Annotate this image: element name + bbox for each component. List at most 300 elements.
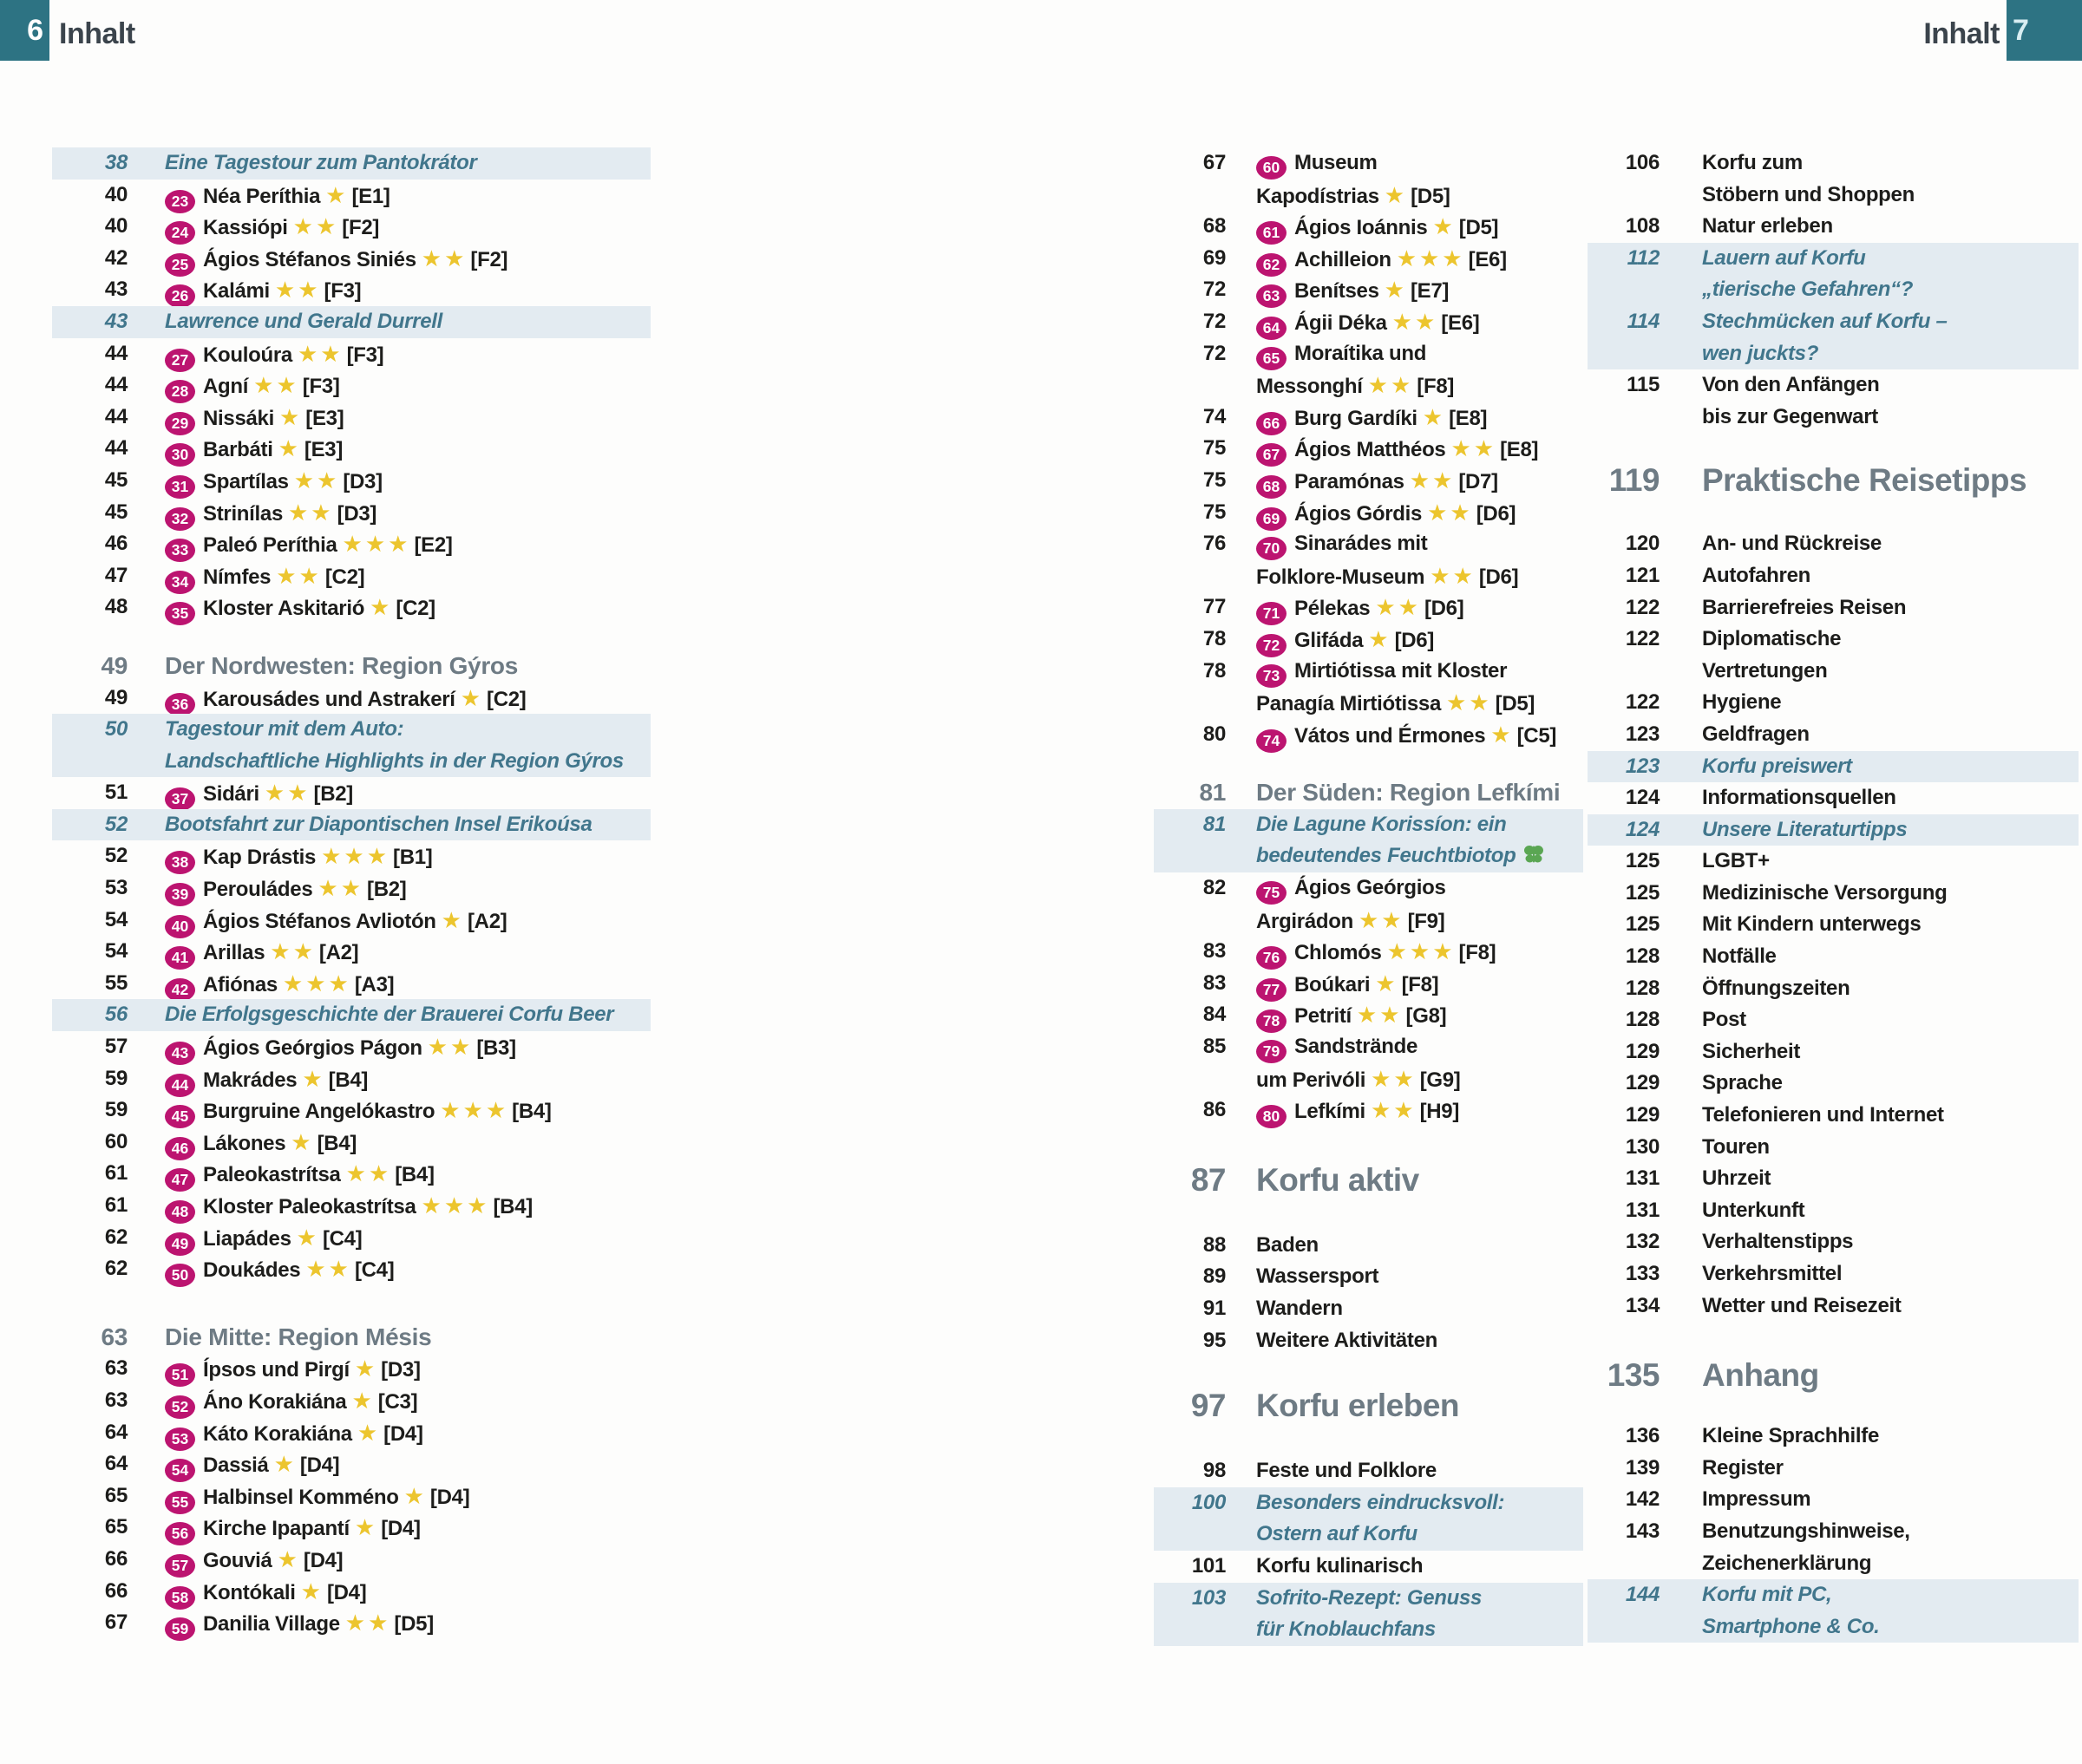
map-grid-reference: [D7] — [1458, 469, 1498, 493]
toc-entry — [52, 369, 651, 402]
toc-page-number: 130 — [1625, 1134, 1660, 1159]
toc-entry-text — [1702, 147, 1803, 180]
toc-page-number: 54 — [104, 907, 128, 931]
toc-entry — [52, 1512, 651, 1544]
star-rating: ★ — [1375, 970, 1398, 996]
place-marker-badge: 52 — [165, 1395, 195, 1419]
toc-section-spacer — [1154, 1127, 1583, 1161]
toc-entry-label: Korfu zum — [1702, 151, 1803, 174]
toc-entry-text — [165, 1480, 469, 1514]
toc-entry-label: Boúkari — [1294, 972, 1371, 996]
toc-entry — [52, 560, 651, 592]
toc-page-number: 112 — [1627, 245, 1660, 270]
toc-entry-label: Ostern auf Korfu — [1256, 1522, 1417, 1546]
toc-entry-text — [1256, 905, 1444, 938]
toc-entry — [1588, 878, 2079, 910]
toc-entry-label: Kapodístrias — [1256, 184, 1379, 208]
place-marker-badge: 76 — [1256, 946, 1287, 970]
toc-chapter-header — [1154, 1161, 1583, 1199]
toc-entry-text — [165, 968, 394, 1002]
star-rating: ★★★ — [1396, 245, 1465, 271]
toc-entry-text — [1256, 1325, 1437, 1357]
toc-page-number: 135 — [1607, 1357, 1660, 1394]
toc-page-number: 119 — [1608, 462, 1660, 499]
toc-section-spacer — [1588, 433, 2079, 461]
toc-entry-text — [1256, 243, 1507, 277]
place-marker-badge: 24 — [165, 221, 195, 245]
toc-entry-text — [165, 683, 526, 716]
toc-page-number: 44 — [104, 404, 128, 428]
toc-entry-label: bis zur Gegenwart — [1702, 404, 1878, 428]
place-marker-badge: 69 — [1256, 507, 1287, 531]
toc-page-number: 108 — [1625, 214, 1660, 238]
toc-entry — [52, 1480, 651, 1512]
toc-entry-label: Messonghí — [1256, 375, 1363, 399]
star-rating: ★★★ — [282, 970, 351, 996]
place-marker-badge: 25 — [165, 253, 195, 277]
toc-entry-label: Korfu aktiv — [1256, 1161, 1419, 1198]
toc-entry-label: Ágios Stéfanos Avliotón — [203, 909, 436, 933]
place-marker-badge: 49 — [165, 1232, 195, 1256]
toc-entry-text — [1256, 465, 1498, 499]
toc-page-number: 134 — [1625, 1293, 1660, 1317]
toc-entry-text — [1256, 147, 1378, 180]
toc-entry-text — [165, 1576, 366, 1610]
place-marker-badge: 29 — [165, 412, 195, 435]
toc-page-number: 75 — [1202, 500, 1226, 524]
toc-entry-text — [1256, 999, 1446, 1033]
star-rating: ★ — [354, 1514, 378, 1541]
toc-entry-text — [1702, 560, 1810, 592]
toc-entry — [1588, 528, 2079, 560]
star-rating: ★★ — [1450, 435, 1497, 462]
toc-entry-text — [165, 1544, 343, 1578]
place-marker-badge: 40 — [165, 915, 195, 938]
map-grid-reference: [E2] — [414, 533, 453, 558]
toc-entry — [52, 1417, 651, 1449]
toc-entry-text — [1702, 909, 1921, 941]
toc-entry-label: Geldfragen — [1702, 722, 1810, 746]
place-marker-badge: 48 — [165, 1200, 195, 1224]
toc-entry-label: Ípsos und Pirgí — [203, 1358, 350, 1382]
place-marker-badge: 57 — [165, 1554, 195, 1578]
toc-page-number: 45 — [104, 467, 128, 492]
toc-entry-label: Landschaftliche Highlights in der Region Gýros — [165, 748, 624, 773]
star-rating: ★★ — [293, 467, 340, 493]
map-grid-reference: [D5] — [1495, 692, 1535, 716]
place-marker-badge: 32 — [165, 507, 195, 531]
toc-entry-text — [1702, 1226, 1853, 1258]
toc-entry-text — [165, 809, 593, 841]
toc-entry-text — [1256, 1230, 1319, 1262]
toc-section-spacer — [1154, 750, 1583, 777]
toc-page-number: 62 — [104, 1257, 128, 1281]
toc-entry-text — [1256, 1387, 1459, 1425]
toc-feature-entry-continuation — [52, 746, 651, 778]
toc-entry-label: Kloster Askitarió — [203, 597, 365, 621]
toc-entry-label: Feste und Folklore — [1256, 1459, 1437, 1483]
toc-entry-label: wen juckts? — [1702, 341, 1819, 365]
toc-page-number: 66 — [104, 1546, 128, 1571]
toc-entry-label: Stöbern und Shoppen — [1702, 182, 1915, 206]
place-marker-badge: 63 — [1256, 284, 1287, 308]
toc-entry-label: Besonders eindrucksvoll: — [1256, 1490, 1505, 1514]
toc-entry-text — [1702, 1356, 1819, 1395]
toc-page-number: 133 — [1625, 1262, 1660, 1285]
toc-section-spacer — [1588, 1395, 2079, 1421]
star-rating: ★★ — [292, 213, 339, 240]
star-rating: ★★ — [288, 499, 334, 526]
map-grid-reference: [C3] — [377, 1389, 418, 1414]
toc-entry — [52, 1385, 651, 1417]
toc-entry — [1588, 560, 2079, 592]
toc-entry-text — [165, 1322, 431, 1354]
toc-entry-text — [165, 211, 379, 245]
toc-entry-text — [1702, 624, 1841, 656]
toc-entry-text — [165, 1190, 533, 1224]
toc-entry — [1154, 968, 1583, 1000]
toc-page-number: 72 — [1202, 309, 1226, 333]
toc-entry-label: Korfu erleben — [1256, 1388, 1460, 1424]
toc-entry-text — [1256, 872, 1446, 905]
map-grid-reference: [B1] — [393, 846, 433, 870]
toc-page-number: 89 — [1202, 1264, 1226, 1289]
toc-entry-text — [1702, 1258, 1842, 1290]
star-rating: ★★ — [344, 1610, 391, 1637]
toc-entry — [52, 936, 651, 968]
running-head-right: Inhalt — [1923, 17, 2000, 50]
toc-entry-label: An- und Rückreise — [1702, 532, 1882, 556]
toc-feature-entry-continuation — [1588, 1611, 2079, 1643]
toc-page-number: 129 — [1625, 1103, 1660, 1127]
toc-entry-label: Sidári — [203, 782, 259, 807]
place-marker-badge: 34 — [165, 571, 195, 594]
toc-entry-label: Uhrzeit — [1702, 1166, 1771, 1191]
toc-entry-text — [165, 1031, 516, 1065]
toc-page-number: 44 — [104, 373, 128, 397]
toc-entry-text — [1702, 751, 1852, 783]
place-marker-badge: 44 — [165, 1074, 195, 1097]
map-grid-reference: [B2] — [367, 878, 407, 902]
toc-entry-label: für Knoblauchfans — [1256, 1617, 1436, 1642]
toc-page-number: 50 — [104, 717, 128, 742]
toc-entry-label: Telefonieren und Internet — [1702, 1103, 1944, 1127]
toc-entry-label: Argirádon — [1256, 909, 1353, 933]
toc-entry-label: Die Lagune Korissíon: ein — [1256, 812, 1507, 836]
place-marker-badge: 73 — [1256, 664, 1287, 688]
place-marker-badge: 36 — [165, 693, 195, 716]
star-rating: ★ — [354, 1356, 378, 1382]
toc-entry — [1154, 497, 1583, 529]
star-rating: ★ — [1384, 277, 1407, 304]
map-grid-reference: [E3] — [304, 438, 344, 462]
toc-page-number: 101 — [1191, 1553, 1226, 1578]
toc-entry-text — [1702, 1068, 1783, 1100]
toc-entry — [52, 243, 651, 275]
toc-entry-text — [165, 936, 358, 970]
toc-entry-text — [1256, 211, 1498, 245]
toc-entry-label: Chlomós — [1294, 941, 1382, 965]
toc-entry-label: Kouloúra — [203, 343, 292, 367]
toc-page-number: 59 — [104, 1098, 128, 1122]
toc-entry-continuation — [1154, 180, 1583, 212]
toc-entry-label: Wandern — [1256, 1297, 1343, 1320]
toc-entry — [1154, 719, 1583, 751]
toc-section-spacer — [1154, 1356, 1583, 1387]
star-rating: ★ — [277, 1545, 300, 1572]
toc-entry-text — [1702, 461, 2026, 500]
toc-entry-label: Öffnungszeiten — [1702, 976, 1850, 1000]
toc-entry-text — [1256, 840, 1545, 875]
toc-entry-label: Spartílas — [203, 469, 289, 493]
star-rating: ★ — [278, 403, 303, 430]
toc-page-number: 136 — [1625, 1424, 1660, 1448]
toc-page-number: 76 — [1202, 532, 1226, 556]
star-rating: ★ — [403, 1482, 427, 1509]
toc-feature-entry — [1588, 1579, 2079, 1611]
toc-entry — [52, 777, 651, 809]
toc-page-number: 60 — [104, 1129, 128, 1153]
toc-entry-label: Baden — [1256, 1232, 1319, 1257]
toc-entry-label: Kap Drástis — [203, 846, 317, 870]
toc-entry — [1588, 941, 2079, 973]
star-rating: ★★ — [345, 1160, 392, 1187]
toc-entry-text — [165, 274, 361, 308]
toc-entry-label: Weitere Aktivitäten — [1256, 1328, 1438, 1352]
toc-entry — [1588, 687, 2079, 719]
toc-entry-label: Verkehrsmittel — [1702, 1262, 1843, 1285]
toc-page-number: 40 — [104, 182, 128, 206]
toc-page-number: 75 — [1202, 436, 1226, 461]
toc-column-right — [1588, 147, 2079, 1643]
toc-entry-label: Kloster Paleokastrítsa — [203, 1195, 416, 1218]
toc-entry-text — [165, 872, 406, 906]
toc-entry-text — [1256, 687, 1535, 721]
map-grid-reference: [D5] — [1411, 184, 1450, 208]
toc-entry-label: Kalámi — [203, 279, 270, 304]
toc-page-number: 63 — [101, 1323, 128, 1350]
toc-entry-text — [1256, 1614, 1436, 1646]
toc-entry-label: Von den Anfängen — [1702, 373, 1880, 397]
star-rating: ★★ — [1430, 562, 1476, 589]
toc-feature-entry — [52, 809, 651, 841]
toc-entry-text — [1256, 1583, 1482, 1615]
place-marker-badge: 62 — [1256, 253, 1287, 277]
toc-page-number: 63 — [104, 1356, 128, 1381]
toc-entry-text — [1702, 656, 1827, 688]
toc-chapter-header — [1588, 461, 2079, 500]
toc-page-number: 84 — [1202, 1003, 1226, 1027]
butterfly-icon — [1522, 843, 1545, 875]
toc-entry-label: Barbáti — [203, 438, 273, 462]
toc-entry-label: Mit Kindern unterwegs — [1702, 912, 1922, 937]
toc-entry-text — [1702, 973, 1850, 1005]
toc-entry-text — [1702, 1611, 1880, 1643]
toc-entry-label: „tierische Gefahren“? — [1702, 278, 1914, 302]
toc-entry-label: Nissáki — [203, 406, 274, 430]
toc-entry-label: Wetter und Reisezeit — [1702, 1293, 1902, 1317]
toc-entry-text — [1256, 1293, 1343, 1325]
toc-entry-label: Diplomatische — [1702, 627, 1842, 651]
toc-entry — [1588, 1421, 2079, 1453]
map-grid-reference: [H9] — [1419, 1100, 1460, 1124]
toc-entry-text — [1256, 591, 1463, 625]
star-rating: ★★ — [264, 780, 311, 807]
toc-entry-label: Praktische Reisetipps — [1702, 462, 2027, 499]
toc-page-number: 78 — [1202, 658, 1226, 683]
toc-entry-text — [165, 1127, 357, 1160]
star-rating: ★★ — [1409, 467, 1456, 493]
toc-page-number: 57 — [104, 1035, 128, 1059]
toc-entry-text — [165, 147, 477, 180]
toc-entry-label: Pélekas — [1294, 597, 1371, 621]
toc-page-number: 81 — [1199, 779, 1226, 807]
map-grid-reference: [B4] — [493, 1195, 533, 1218]
toc-entry-label: Smartphone & Co. — [1702, 1614, 1880, 1638]
place-marker-badge: 46 — [165, 1137, 195, 1160]
star-rating: ★★ — [1391, 308, 1438, 335]
toc-entry-text — [165, 497, 376, 531]
star-rating: ★★★ — [342, 531, 411, 558]
map-grid-reference: [D4] — [326, 1580, 367, 1604]
toc-page-number: 67 — [1202, 151, 1226, 174]
toc-entry-label: Bootsfahrt zur Diapontischen Insel Erikoúsa — [165, 812, 593, 836]
map-grid-reference: [B4] — [512, 1100, 552, 1124]
toc-entry-label: Strinílas — [203, 501, 283, 526]
toc-entry — [1588, 1516, 2079, 1548]
toc-entry-label: Burg Gardíki — [1294, 406, 1417, 430]
toc-entry-text — [1256, 180, 1450, 213]
toc-feature-entry — [52, 147, 651, 180]
map-grid-reference: [F3] — [324, 279, 362, 304]
place-marker-badge: 80 — [1256, 1105, 1287, 1128]
toc-entry — [52, 465, 651, 497]
toc-entry — [52, 1544, 651, 1576]
toc-entry-text — [1256, 402, 1487, 435]
map-grid-reference: [B4] — [317, 1131, 357, 1155]
star-rating: ★★★ — [421, 1192, 490, 1218]
toc-entry — [1588, 1195, 2079, 1227]
toc-entry-text — [165, 999, 613, 1031]
toc-entry — [1588, 1226, 2079, 1258]
place-marker-badge: 56 — [165, 1522, 195, 1545]
map-grid-reference: [A2] — [467, 909, 507, 933]
toc-page-number: 100 — [1191, 1490, 1226, 1514]
toc-page-number: 48 — [104, 595, 128, 619]
toc-feature-entry — [52, 999, 651, 1031]
toc-page-number: 88 — [1202, 1232, 1226, 1257]
toc-entry-text — [1256, 497, 1516, 531]
toc-entry — [52, 840, 651, 872]
toc-entry-label: Panagía Mirtiótissa — [1256, 692, 1442, 716]
toc-entry-text — [1256, 1261, 1378, 1293]
toc-entry-text — [1256, 1551, 1423, 1583]
map-grid-reference: [E7] — [1410, 279, 1450, 304]
toc-page-number: 114 — [1627, 309, 1660, 333]
toc-entry-label: Ágios Matthéos — [1294, 438, 1446, 462]
page-corner-tab-left — [0, 0, 49, 61]
toc-page-number: 123 — [1625, 722, 1660, 746]
toc-entry-text — [1256, 1031, 1417, 1063]
toc-entry — [1588, 1258, 2079, 1290]
toc-column-left — [52, 147, 651, 1639]
toc-chapter-header — [1588, 1356, 2079, 1395]
toc-entry — [1154, 1293, 1583, 1325]
toc-page-number: 40 — [104, 214, 128, 238]
toc-entry-text — [1702, 687, 1781, 719]
toc-page-number: 122 — [1625, 690, 1660, 715]
toc-entry-continuation — [1588, 1548, 2079, 1580]
star-rating: ★★ — [1356, 1002, 1403, 1029]
toc-entry — [1154, 1455, 1583, 1487]
toc-page-number: 66 — [104, 1578, 128, 1603]
toc-entry — [1154, 1094, 1583, 1127]
toc-entry-text — [1256, 274, 1449, 308]
toc-entry-label: Post — [1702, 1008, 1746, 1032]
toc-entry-text — [165, 180, 390, 213]
star-rating: ★ — [300, 1578, 324, 1604]
toc-entry-label: Halbinsel Komméno — [203, 1485, 399, 1509]
toc-entry — [1588, 369, 2079, 402]
toc-entry-label: Ágii Déka — [1294, 310, 1387, 335]
toc-entry-text — [1702, 1100, 1944, 1132]
toc-entry-label: Perouládes — [203, 878, 313, 902]
star-rating: ★ — [441, 906, 464, 933]
star-rating: ★★ — [297, 340, 344, 367]
place-marker-badge: 78 — [1256, 1009, 1287, 1033]
toc-page-number: 125 — [1625, 849, 1660, 873]
place-marker-badge: 43 — [165, 1042, 195, 1065]
toc-entry-text — [165, 591, 435, 625]
toc-entry-label: Sicherheit — [1702, 1039, 1801, 1063]
toc-page-number: 128 — [1625, 944, 1660, 969]
toc-page-number: 85 — [1202, 1035, 1226, 1059]
toc-entry-text — [165, 840, 433, 874]
toc-page-number: 98 — [1202, 1459, 1226, 1483]
toc-entry-label: Petrití — [1294, 1004, 1352, 1029]
toc-entry-text — [1702, 846, 1770, 878]
toc-entry-text — [165, 1607, 434, 1641]
toc-page-number: 68 — [1202, 214, 1226, 238]
toc-entry-label: Sofrito-Rezept: Genuss — [1256, 1585, 1483, 1610]
place-marker-badge: 55 — [165, 1491, 195, 1514]
toc-entry-text — [165, 433, 343, 467]
place-marker-badge: 59 — [165, 1617, 195, 1641]
toc-entry-text — [165, 1385, 417, 1419]
toc-entry — [1588, 592, 2079, 624]
toc-page-number: 82 — [1202, 876, 1226, 900]
toc-entry — [1154, 402, 1583, 434]
toc-feature-entry — [1154, 809, 1583, 841]
toc-entry — [1588, 1068, 2079, 1100]
toc-page-number: 139 — [1625, 1455, 1660, 1480]
toc-entry-label: Kleine Sprachhilfe — [1702, 1424, 1879, 1448]
toc-entry-label: Hygiene — [1702, 690, 1782, 715]
map-grid-reference: [F3] — [346, 343, 384, 367]
star-rating: ★ — [1490, 721, 1514, 748]
toc-page-number: 65 — [104, 1483, 128, 1507]
toc-entry-continuation — [1154, 369, 1583, 402]
map-grid-reference: [F2] — [470, 247, 508, 271]
toc-entry-text — [1702, 1036, 1800, 1068]
toc-entry-label: Eine Tagestour zum Pantokrátor — [165, 151, 477, 174]
toc-page-number: 129 — [1625, 1071, 1660, 1095]
toc-entry-text — [1256, 1487, 1504, 1519]
place-marker-badge: 77 — [1256, 978, 1287, 1002]
place-marker-badge: 61 — [1256, 221, 1287, 245]
toc-page-number: 123 — [1625, 754, 1660, 778]
toc-entry — [1154, 338, 1583, 370]
